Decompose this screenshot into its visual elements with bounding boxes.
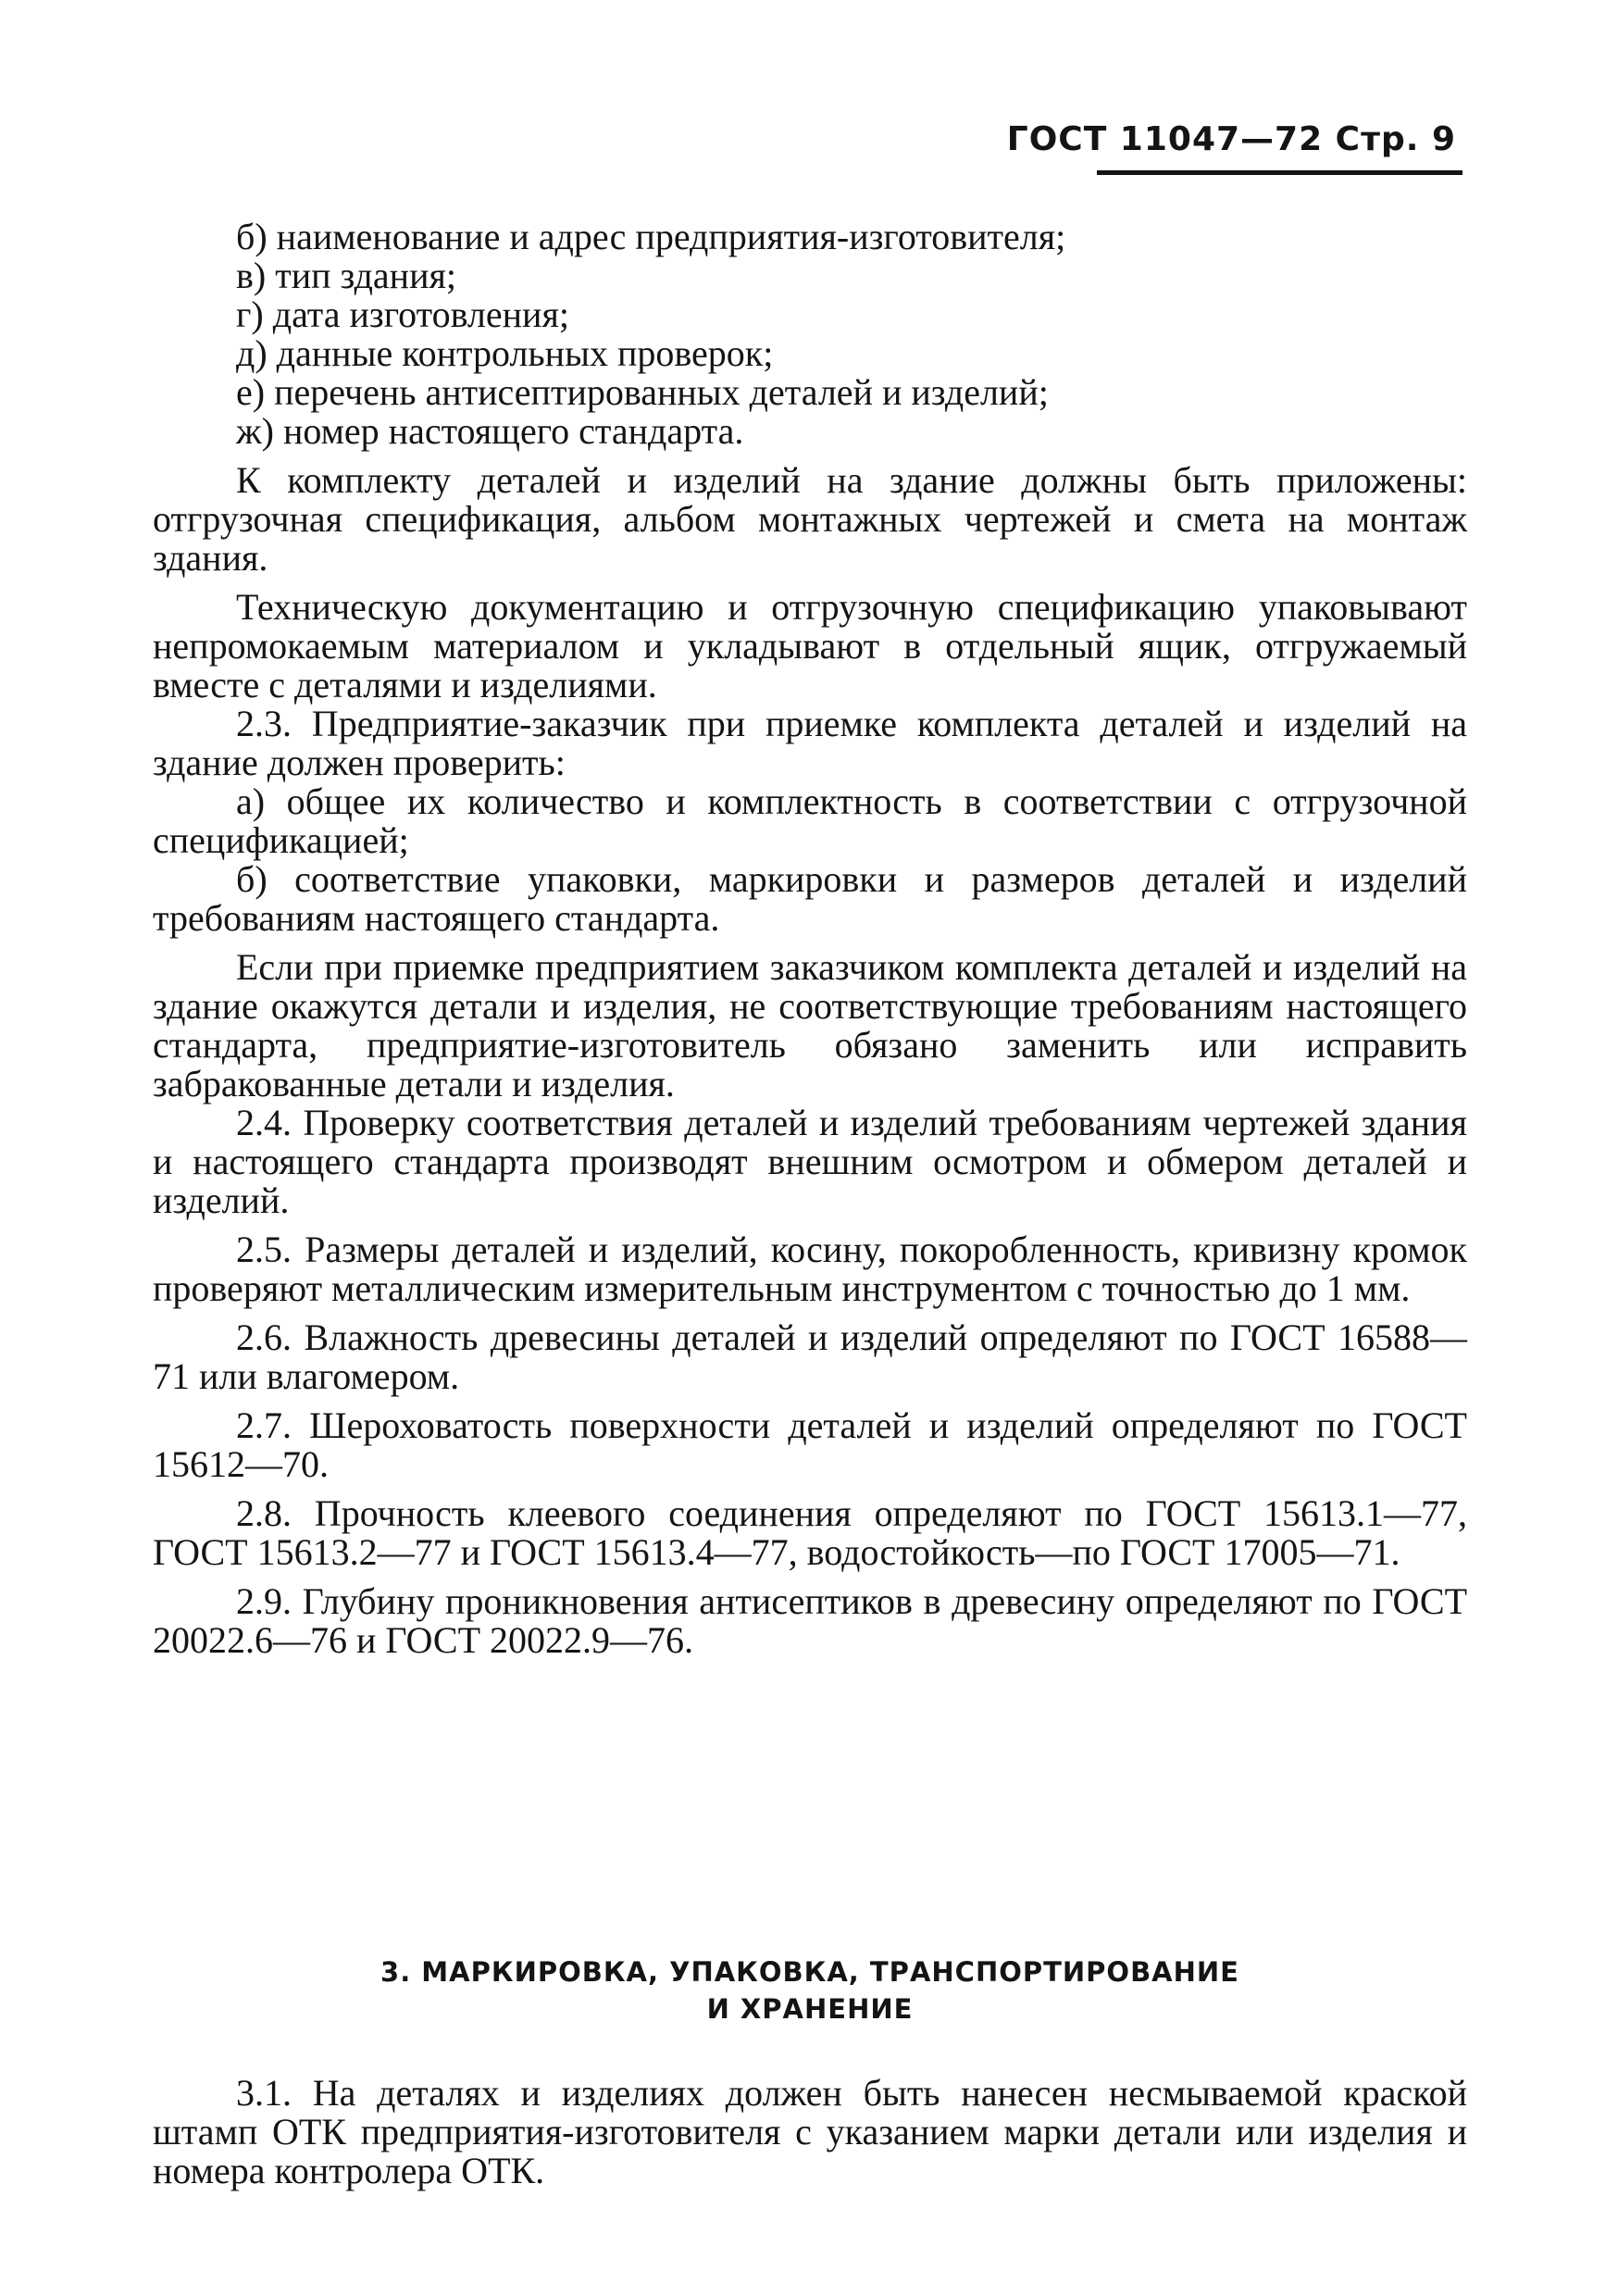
paragraph-techdoc: Техническую документацию и отгрузочную спецификацию упаковывают непромокаемым материалом и укладывают в отдельный ящик, отгружаемый вместе с деталями и изделиями. [153, 586, 1467, 705]
clause-2-6: 2.6. Влажность древесины деталей и изделий определяют по ГОСТ 16588—71 или влагомером. [153, 1316, 1467, 1397]
clause-2-7: 2.7. Шероховатость поверхности деталей и изделий определяют по ГОСТ 15612—70. [153, 1404, 1467, 1485]
list-item-zh: ж) номер настоящего стандарта. [236, 410, 744, 452]
list-item-v: в) тип здания; [236, 255, 457, 296]
section-3-title-line-2: И ХРАНЕНИЕ [706, 1993, 914, 2025]
list-item-b: б) наименование и адрес предприятия-изготовителя; [236, 216, 1066, 257]
section-3-title-line-1: 3. МАРКИРОВКА, УПАКОВКА, ТРАНСПОРТИРОВАНИЕ [380, 1956, 1239, 1988]
clause-2-8: 2.8. Прочность клеевого соединения определяют по ГОСТ 15613.1—77, ГОСТ 15613.2—77 и ГОСТ 15613.4—77, водостойкость—по ГОСТ 17005—71. [153, 1492, 1467, 1573]
clause-2-5: 2.5. Размеры деталей и изделий, косину, покоробленность, кривизну кромок проверяют металлическим измерительным инструментом с точностью до 1 мм. [153, 1229, 1467, 1309]
paragraph-complect: К комплекту деталей и изделий на здание должны быть приложены: отгрузочная спецификация, альбом монтажных чертежей и смета на монтаж здания. [153, 459, 1467, 579]
list-item-e: е) перечень антисептированных деталей и изделий; [236, 371, 1049, 413]
body-text [153, 218, 1467, 1660]
clause-2-3-b: б) соответствие упаковки, маркировки и размеров деталей и изделий требованиям настоящего стандарта. [153, 858, 1467, 939]
header-rule [1097, 170, 1462, 175]
page-header: ГОСТ 11047—72 Стр. 9 [1006, 120, 1456, 158]
clause-2-9: 2.9. Глубину проникновения антисептиков в древесину определяют по ГОСТ 20022.6—76 и ГОСТ 20022.9—76. [153, 1580, 1467, 1661]
section-3-body [153, 2074, 1467, 2190]
clause-3-1: 3.1. На деталях и изделиях должен быть нанесен несмываемой краской штамп ОТК предприятия-изготовителя с указанием марки детали или изделия и номера контролера ОТК. [153, 2072, 1467, 2191]
clause-2-3-a: а) общее их количество и комплектность в соответствии с отгрузочной спецификацией; [153, 780, 1467, 861]
list-item-d: д) данные контрольных проверок; [236, 332, 774, 374]
paragraph-reject: Если при приемке предприятием заказчиком комплекта деталей и изделий на здание окажутся детали и изделия, не соответствующие требованиям настоящего стандарта, предприятие-изготовитель обязано заменить или исправить забракованные детали и изделия. [153, 946, 1467, 1104]
section-3-title [153, 1953, 1467, 2028]
clause-2-4: 2.4. Проверку соответствия деталей и изделий требованиям чертежей здания и настоящего стандарта производят внешним осмотром и обмером деталей и изделий. [153, 1102, 1467, 1221]
clause-2-3: 2.3. Предприятие-заказчик при приемке комплекта деталей и изделий на здание должен проверить: [153, 703, 1467, 783]
list-item-g: г) дата изготовления; [236, 293, 569, 335]
